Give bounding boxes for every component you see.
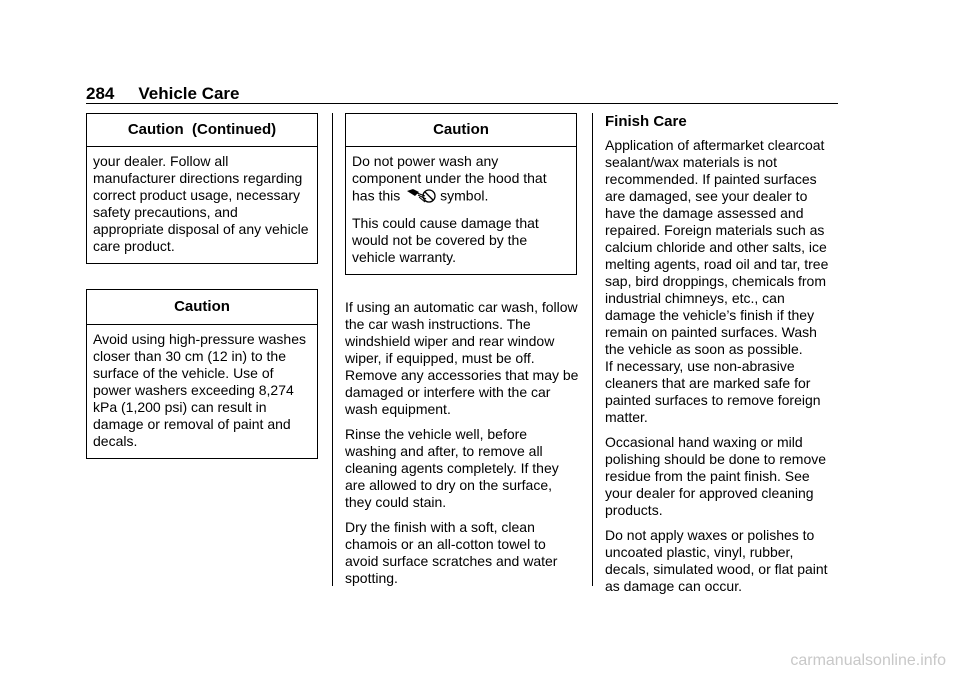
caution-continued-box xyxy=(86,113,318,264)
caution-title: Caution xyxy=(346,114,576,147)
column-3 xyxy=(605,113,837,603)
watermark: carmanualsonline.info xyxy=(790,652,946,669)
header-rule xyxy=(86,103,838,104)
caution-text-1 xyxy=(352,153,570,207)
page-number: 284 xyxy=(86,84,115,103)
caution-continued-text: your dealer. Follow all manufacturer directions regarding correct product usage, necessary safety precautions, and appropriate disposal of any vehicle care product. xyxy=(93,153,309,254)
paragraph: Rinse the vehicle well, before washing and after, to remove all cleaning agents completely. If they are allowed to dry on the surface, they could stain. xyxy=(345,426,559,510)
caution-continued-title: Caution (Continued) xyxy=(87,114,317,147)
column-divider-1 xyxy=(332,113,333,586)
caution-title: Caution xyxy=(87,290,317,325)
paragraph: If necessary, use non-abrasive cleaners that are marked safe for painted surfaces to remove foreign matter. xyxy=(605,358,821,425)
no-power-wash-icon xyxy=(405,187,439,207)
paragraph: If using an automatic car wash, follow the car wash instructions. The windshield wiper and rear window wiper, if equipped, must be off. Remove any accessories that may be damaged or interfere with the car wash equipment. xyxy=(345,299,579,417)
finish-care-text xyxy=(605,137,837,595)
paragraph: Occasional hand waxing or mild polishing should be done to remove residue from the paint finish. See your dealer for approved cleaning products. xyxy=(605,434,827,518)
car-wash-text xyxy=(345,299,579,587)
caution-text-2: This could cause damage that would not be covered by the vehicle warranty. xyxy=(352,215,539,265)
column-divider-2 xyxy=(592,113,593,586)
caution-box-pressure-wash xyxy=(86,289,318,459)
paragraph: Dry the finish with a soft, clean chamois or an all-cotton towel to avoid surface scratches and water spotting. xyxy=(345,519,558,586)
column-2 xyxy=(345,113,579,595)
caution-text-1-lead: Do not power wash any component under the hood that xyxy=(352,153,547,186)
caution-text-1-post: symbol. xyxy=(440,187,489,204)
caution-box-under-hood xyxy=(345,113,577,275)
caution-text-1-pre: has this xyxy=(352,187,401,204)
finish-care-heading: Finish Care xyxy=(605,113,687,130)
caution-text: Avoid using high-pressure washes closer than 30 cm (12 in) to the surface of the vehicle. Use of power washers exceeding 8,274 kPa (1,200 psi) can result in damage or removal of paint and decals. xyxy=(93,331,306,449)
paragraph: Application of aftermarket clearcoat sealant/wax materials is not recommended. If painted surfaces are damaged, see your dealer to have the damage assessed and repaired. Foreign materials such as calcium chloride and other salts, ice melting agents, road oil and tar, tree sap, bird droppings, chemicals from industrial chimneys, etc., can damage the vehicle’s finish if they remain on painted surfaces. Wash the vehicle as soon as possible. xyxy=(605,137,829,357)
paragraph: Do not apply waxes or polishes to uncoated plastic, vinyl, rubber, decals, simulated wood, or flat paint as damage can occur. xyxy=(605,527,828,594)
page-header xyxy=(86,84,240,104)
column-1 xyxy=(86,113,319,459)
section-title: Vehicle Care xyxy=(138,84,240,103)
